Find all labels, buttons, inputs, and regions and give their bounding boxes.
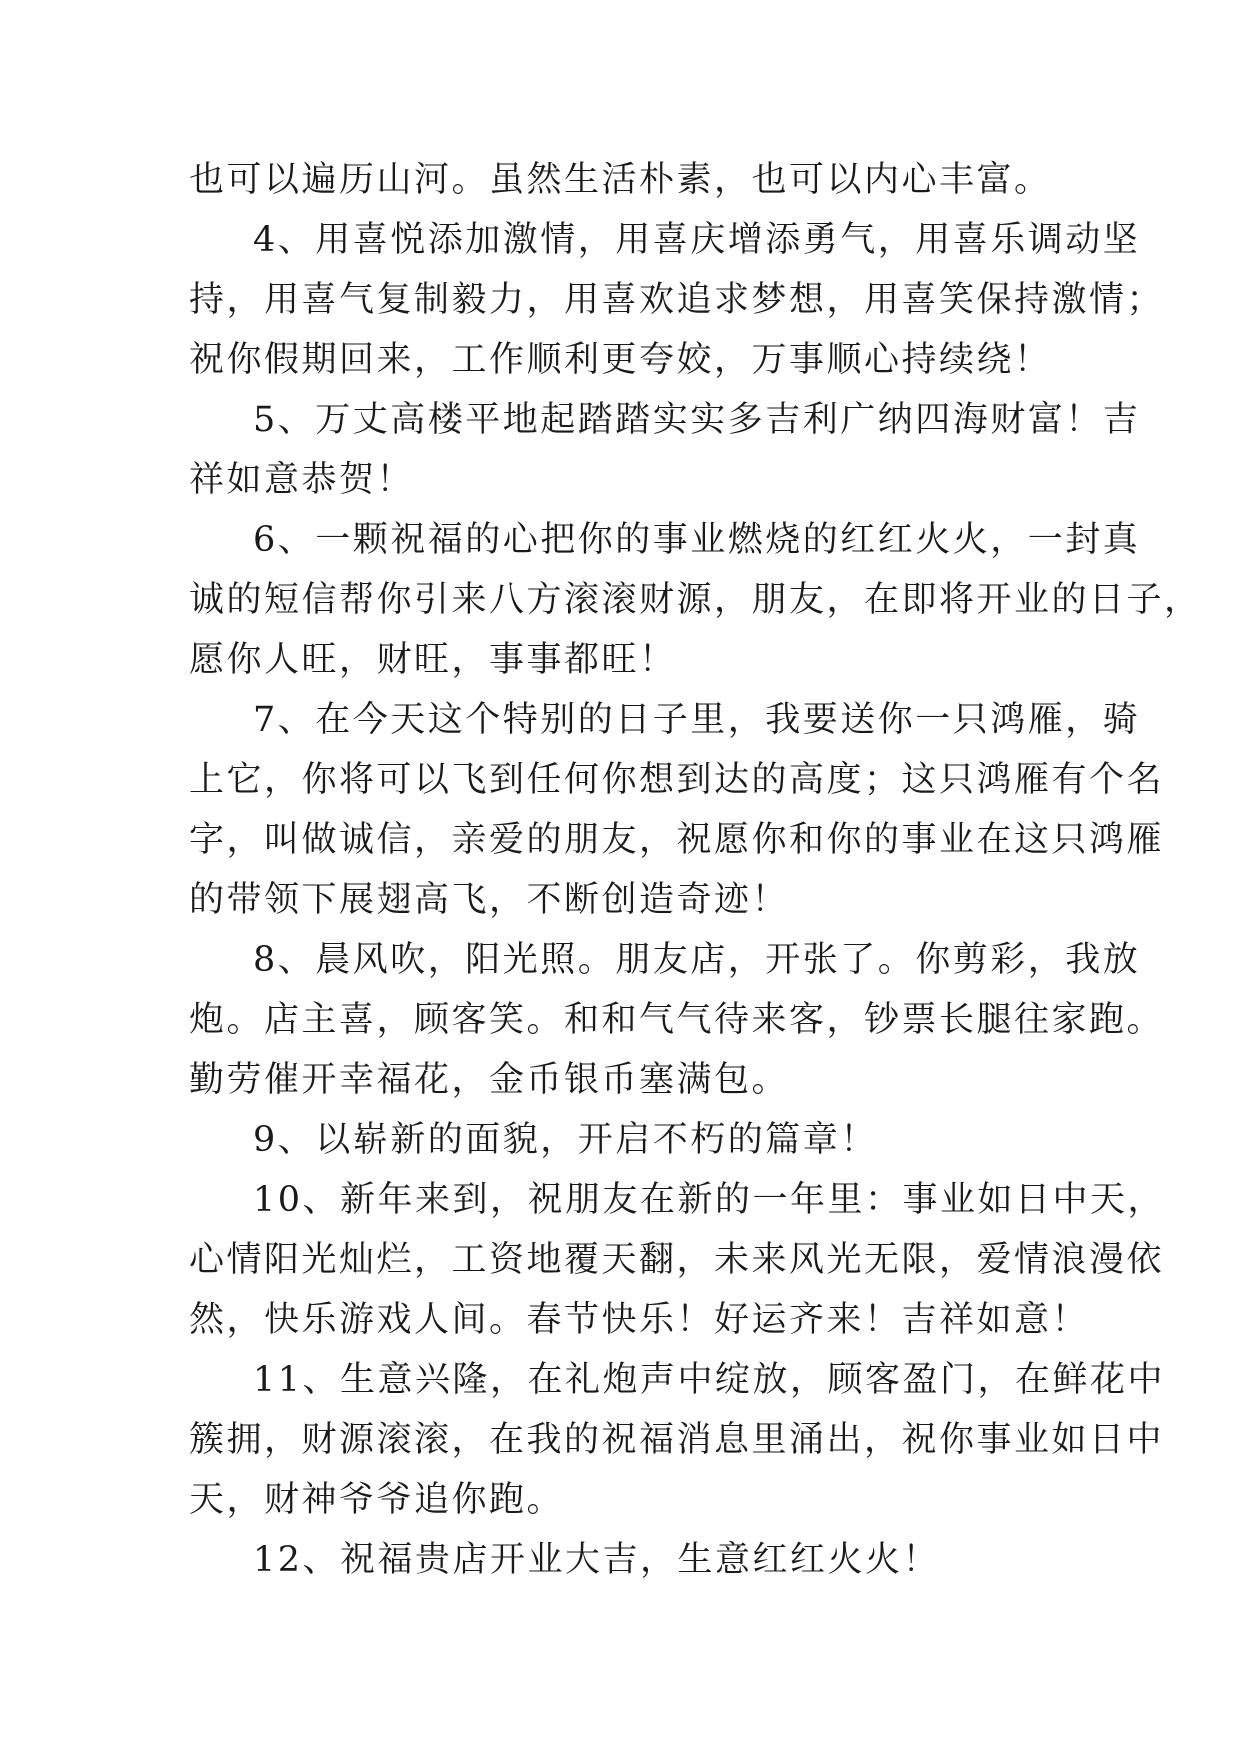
text-line: 诚的短信帮你引来八方滚滚财源，朋友，在即将开业的日子， [189, 580, 1202, 620]
text-line: 天，财神爷爷追你跑。 [189, 1480, 565, 1520]
text-line: 祝你假期回来，工作顺利更夸姣，万事顺心持续绕！ [189, 340, 1052, 380]
text-line: 持，用喜气复制毅力，用喜欢追求梦想，用喜笑保持激情； [189, 280, 1165, 320]
text-line: 10、新年来到，祝朋友在新的一年里：事业如日中天， [253, 1180, 1166, 1220]
text-line: 心情阳光灿烂，工资地覆天翻，未来风光无限，爱情浪漫依 [189, 1240, 1165, 1280]
text-line: 8、晨风吹，阳光照。朋友店，开张了。你剪彩，我放 [253, 940, 1141, 980]
text-line: 也可以遍历山河。虽然生活朴素，也可以内心丰富。 [189, 160, 1052, 200]
text-line: 祥如意恭贺！ [189, 460, 415, 500]
text-line: 簇拥，财源滚滚，在我的祝福消息里涌出，祝你事业如日中 [189, 1420, 1165, 1460]
text-line: 愿你人旺，财旺，事事都旺！ [189, 640, 677, 680]
text-line: 12、祝福贵店开业大吉，生意红红火火！ [253, 1540, 941, 1580]
text-line: 7、在今天这个特别的日子里，我要送你一只鸿雁，骑 [253, 700, 1141, 740]
text-line: 11、生意兴隆，在礼炮声中绽放，顾客盈门，在鲜花中 [253, 1360, 1166, 1400]
text-line: 的带领下展翅高飞，不断创造奇迹！ [189, 880, 790, 920]
text-line: 6、一颗祝福的心把你的事业燃烧的红红火火，一封真 [253, 520, 1141, 560]
text-line: 然，快乐游戏人间。春节快乐！好运齐来！吉祥如意！ [189, 1300, 1090, 1340]
document-body [189, 150, 1202, 1590]
text-line: 上它，你将可以飞到任何你想到达的高度；这只鸿雁有个名 [189, 760, 1165, 800]
text-line: 字，叫做诚信，亲爱的朋友，祝愿你和你的事业在这只鸿雁 [189, 820, 1165, 860]
text-line: 9、以崭新的面貌，开启不朽的篇章！ [253, 1120, 878, 1160]
text-line: 勤劳催开幸福花，金币银币塞满包。 [189, 1060, 790, 1100]
text-line: 5、万丈高楼平地起踏踏实实多吉利广纳四海财富！吉 [253, 400, 1141, 440]
text-line: 4、用喜悦添加激情，用喜庆增添勇气，用喜乐调动坚 [253, 220, 1141, 260]
text-line: 炮。店主喜，顾客笑。和和气气待来客，钞票长腿往家跑。 [189, 1000, 1165, 1040]
